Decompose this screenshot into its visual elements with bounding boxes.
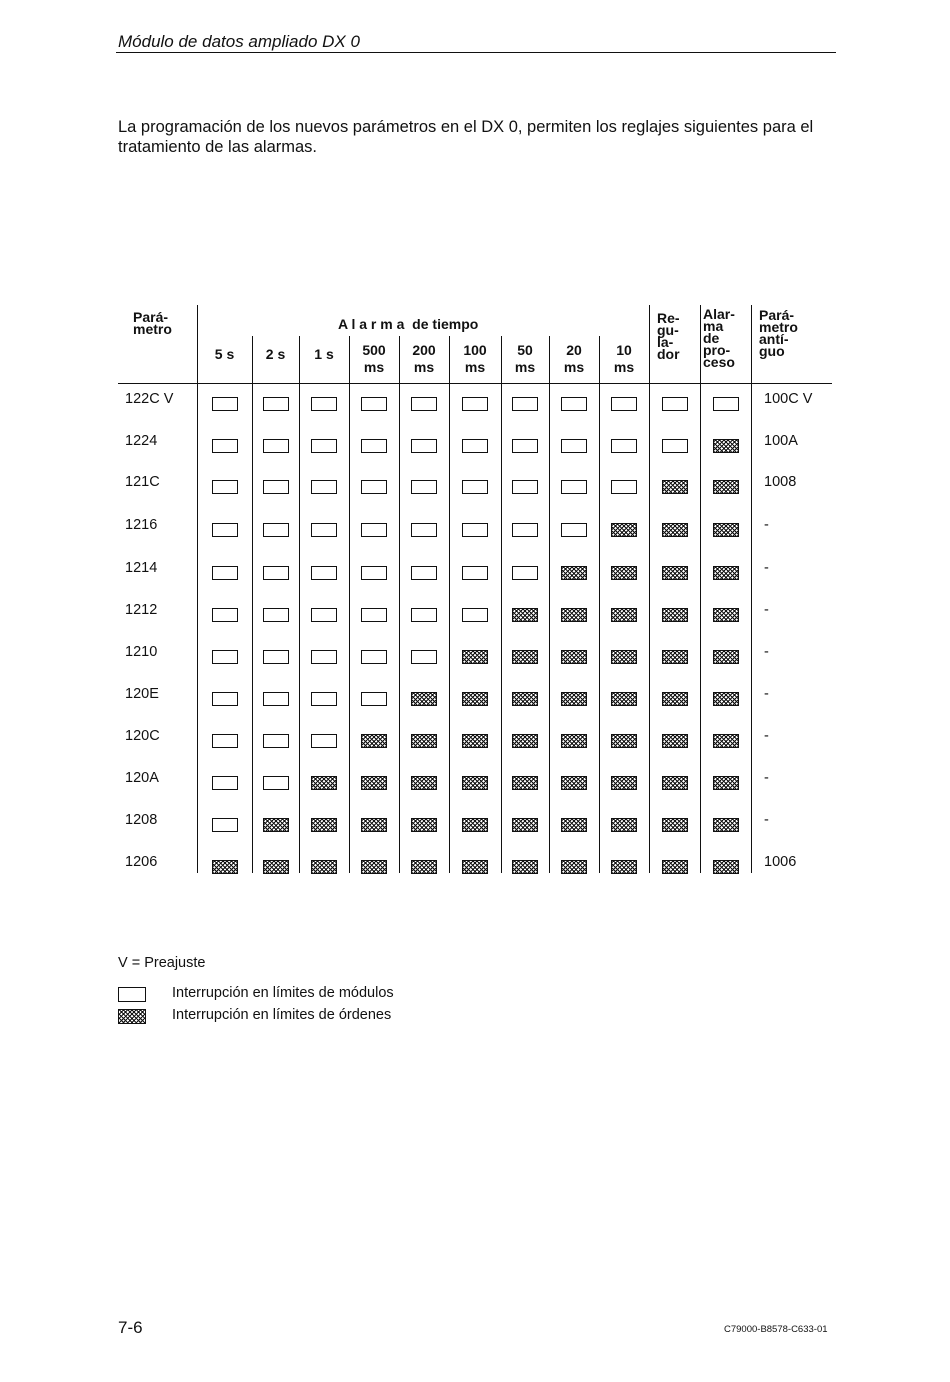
module-limit-symbol xyxy=(611,480,637,494)
order-limit-symbol xyxy=(462,650,488,664)
module-limit-symbol xyxy=(311,397,337,411)
old-param-cell: - xyxy=(764,644,769,660)
order-limit-symbol xyxy=(561,566,587,580)
table-column-rule xyxy=(449,336,450,873)
order-limit-symbol xyxy=(611,566,637,580)
order-limit-symbol xyxy=(662,566,688,580)
order-limit-symbol xyxy=(662,734,688,748)
order-limit-symbol xyxy=(361,860,387,874)
module-limit-symbol xyxy=(512,397,538,411)
order-limit-symbol xyxy=(462,818,488,832)
old-param-cell: - xyxy=(764,812,769,828)
module-limit-symbol xyxy=(462,439,488,453)
order-limit-symbol xyxy=(512,860,538,874)
param-cell: 122C V xyxy=(125,391,174,407)
order-limit-symbol xyxy=(662,608,688,622)
column-header: 2 s xyxy=(265,346,286,362)
legend-order-symbol xyxy=(118,1009,146,1024)
order-limit-symbol xyxy=(411,818,437,832)
table-header-rule xyxy=(118,383,832,384)
module-limit-symbol xyxy=(411,608,437,622)
module-limit-symbol xyxy=(512,566,538,580)
module-limit-symbol xyxy=(561,397,587,411)
order-limit-symbol xyxy=(662,480,688,494)
module-limit-symbol xyxy=(212,523,238,537)
header-rule xyxy=(116,52,836,53)
module-limit-symbol xyxy=(411,566,437,580)
module-limit-symbol xyxy=(212,734,238,748)
module-limit-symbol xyxy=(212,480,238,494)
document-code: C79000-B8578-C633-01 xyxy=(724,1324,828,1335)
order-limit-symbol xyxy=(713,734,739,748)
param-cell: 1224 xyxy=(125,433,158,449)
module-limit-symbol xyxy=(212,650,238,664)
order-limit-symbol xyxy=(561,608,587,622)
order-limit-symbol xyxy=(662,523,688,537)
param-cell: 1210 xyxy=(125,644,158,660)
order-limit-symbol xyxy=(713,776,739,790)
order-limit-symbol xyxy=(311,776,337,790)
order-limit-symbol xyxy=(611,692,637,706)
module-limit-symbol xyxy=(311,480,337,494)
intro-paragraph: La programación de los nuevos parámetros en el DX 0, permiten los reglajes siguientes para el tratamiento de las alarmas. xyxy=(118,118,814,156)
module-limit-symbol xyxy=(462,566,488,580)
page-header-title: Módulo de datos ampliado DX 0 xyxy=(118,32,360,51)
page-number: 7-6 xyxy=(118,1318,143,1337)
old-param-column-header: Pará- metro antí- guo xyxy=(759,307,798,359)
module-limit-symbol xyxy=(212,566,238,580)
module-limit-symbol xyxy=(462,523,488,537)
column-header: 1 s xyxy=(314,346,334,362)
order-limit-symbol xyxy=(462,860,488,874)
table-column-rule xyxy=(649,305,650,873)
module-limit-symbol xyxy=(263,692,289,706)
order-limit-symbol xyxy=(212,860,238,874)
order-limit-symbol xyxy=(662,860,688,874)
module-limit-symbol xyxy=(561,523,587,537)
order-limit-symbol xyxy=(263,818,289,832)
module-limit-symbol xyxy=(311,608,337,622)
order-limit-symbol xyxy=(713,860,739,874)
old-param-cell: 100C V xyxy=(764,391,813,407)
module-limit-symbol xyxy=(411,523,437,537)
module-limit-symbol xyxy=(361,692,387,706)
order-limit-symbol xyxy=(361,818,387,832)
old-param-cell: - xyxy=(764,770,769,786)
order-limit-symbol xyxy=(311,860,337,874)
module-limit-symbol xyxy=(462,480,488,494)
order-limit-symbol xyxy=(611,650,637,664)
module-limit-symbol xyxy=(512,480,538,494)
order-limit-symbol xyxy=(561,692,587,706)
legend-order-label: Interrupción en límites de órdenes xyxy=(172,1007,392,1023)
old-param-cell: - xyxy=(764,728,769,744)
module-limit-symbol xyxy=(662,439,688,453)
module-limit-symbol xyxy=(361,439,387,453)
module-limit-symbol xyxy=(263,608,289,622)
order-limit-symbol xyxy=(611,818,637,832)
order-limit-symbol xyxy=(611,860,637,874)
old-param-cell: - xyxy=(764,560,769,576)
module-limit-symbol xyxy=(311,523,337,537)
old-param-cell: 1006 xyxy=(764,854,797,870)
table-column-rule xyxy=(252,336,253,873)
order-limit-symbol xyxy=(713,692,739,706)
param-cell: 1214 xyxy=(125,560,158,576)
module-limit-symbol xyxy=(361,397,387,411)
param-column-header: Pará- metro xyxy=(133,309,172,337)
module-limit-symbol xyxy=(361,650,387,664)
module-limit-symbol xyxy=(411,650,437,664)
old-param-cell: - xyxy=(764,686,769,702)
order-limit-symbol xyxy=(411,776,437,790)
order-limit-symbol xyxy=(512,692,538,706)
order-limit-symbol xyxy=(411,860,437,874)
column-header: Re- gu- la- dor xyxy=(657,310,680,362)
module-limit-symbol xyxy=(311,650,337,664)
module-limit-symbol xyxy=(212,818,238,832)
module-limit-symbol xyxy=(212,439,238,453)
table-column-rule xyxy=(399,336,400,873)
module-limit-symbol xyxy=(361,608,387,622)
order-limit-symbol xyxy=(561,650,587,664)
table-column-rule xyxy=(299,336,300,873)
module-limit-symbol xyxy=(263,397,289,411)
order-limit-symbol xyxy=(662,650,688,664)
module-limit-symbol xyxy=(561,439,587,453)
order-limit-symbol xyxy=(611,734,637,748)
order-limit-symbol xyxy=(561,860,587,874)
order-limit-symbol xyxy=(462,776,488,790)
module-limit-symbol xyxy=(263,439,289,453)
order-limit-symbol xyxy=(611,523,637,537)
module-limit-symbol xyxy=(212,397,238,411)
module-limit-symbol xyxy=(411,439,437,453)
column-header: 20 ms xyxy=(563,342,585,375)
module-limit-symbol xyxy=(361,480,387,494)
order-limit-symbol xyxy=(512,818,538,832)
order-limit-symbol xyxy=(713,439,739,453)
order-limit-symbol xyxy=(512,776,538,790)
param-cell: 1212 xyxy=(125,602,158,618)
order-limit-symbol xyxy=(561,818,587,832)
module-limit-symbol xyxy=(311,734,337,748)
column-header: 5 s xyxy=(214,346,235,362)
order-limit-symbol xyxy=(263,860,289,874)
module-limit-symbol xyxy=(561,480,587,494)
module-limit-symbol xyxy=(611,397,637,411)
old-param-cell: 100A xyxy=(764,433,798,449)
module-limit-symbol xyxy=(263,650,289,664)
order-limit-symbol xyxy=(662,818,688,832)
order-limit-symbol xyxy=(311,818,337,832)
column-header: 500 ms xyxy=(362,342,386,375)
module-limit-symbol xyxy=(361,523,387,537)
module-limit-symbol xyxy=(311,439,337,453)
legend-v-note: V = Preajuste xyxy=(118,955,206,971)
order-limit-symbol xyxy=(462,692,488,706)
time-alarm-group-header: A l a r m a de tiempo xyxy=(338,316,479,332)
column-header: 200 ms xyxy=(412,342,436,375)
old-param-cell: - xyxy=(764,517,769,533)
module-limit-symbol xyxy=(611,439,637,453)
table-column-rule xyxy=(501,336,502,873)
module-limit-symbol xyxy=(411,480,437,494)
order-limit-symbol xyxy=(713,523,739,537)
order-limit-symbol xyxy=(713,608,739,622)
module-limit-symbol xyxy=(263,734,289,748)
module-limit-symbol xyxy=(512,523,538,537)
param-cell: 120C xyxy=(125,728,160,744)
legend-module-symbol xyxy=(118,987,146,1002)
order-limit-symbol xyxy=(713,650,739,664)
module-limit-symbol xyxy=(462,608,488,622)
order-limit-symbol xyxy=(411,692,437,706)
module-limit-symbol xyxy=(263,566,289,580)
order-limit-symbol xyxy=(361,734,387,748)
order-limit-symbol xyxy=(512,734,538,748)
old-param-cell: 1008 xyxy=(764,474,797,490)
column-header: 100 ms xyxy=(463,342,487,375)
module-limit-symbol xyxy=(713,397,739,411)
module-limit-symbol xyxy=(212,692,238,706)
module-limit-symbol xyxy=(212,608,238,622)
table-column-rule xyxy=(751,305,752,873)
table-left-rule xyxy=(197,305,198,873)
order-limit-symbol xyxy=(512,608,538,622)
module-limit-symbol xyxy=(263,776,289,790)
order-limit-symbol xyxy=(662,776,688,790)
order-limit-symbol xyxy=(512,650,538,664)
old-param-cell: - xyxy=(764,602,769,618)
param-cell: 120A xyxy=(125,770,159,786)
param-cell: 1208 xyxy=(125,812,158,828)
module-limit-symbol xyxy=(512,439,538,453)
order-limit-symbol xyxy=(611,608,637,622)
module-limit-symbol xyxy=(311,692,337,706)
param-cell: 120E xyxy=(125,686,159,702)
column-header: 50 ms xyxy=(514,342,536,375)
order-limit-symbol xyxy=(713,818,739,832)
param-cell: 1216 xyxy=(125,517,158,533)
param-cell: 121C xyxy=(125,474,160,490)
order-limit-symbol xyxy=(662,692,688,706)
order-limit-symbol xyxy=(411,734,437,748)
order-limit-symbol xyxy=(713,566,739,580)
param-cell: 1206 xyxy=(125,854,158,870)
table-column-rule xyxy=(349,336,350,873)
table-column-rule xyxy=(700,305,701,873)
order-limit-symbol xyxy=(561,776,587,790)
order-limit-symbol xyxy=(713,480,739,494)
table-column-rule xyxy=(549,336,550,873)
module-limit-symbol xyxy=(462,397,488,411)
module-limit-symbol xyxy=(662,397,688,411)
module-limit-symbol xyxy=(311,566,337,580)
module-limit-symbol xyxy=(411,397,437,411)
order-limit-symbol xyxy=(611,776,637,790)
column-header: Alar- ma de pro- ceso xyxy=(703,306,735,370)
module-limit-symbol xyxy=(212,776,238,790)
module-limit-symbol xyxy=(263,523,289,537)
order-limit-symbol xyxy=(462,734,488,748)
column-header: 10 ms xyxy=(613,342,635,375)
legend-module-label: Interrupción en límites de módulos xyxy=(172,985,394,1001)
table-column-rule xyxy=(599,336,600,873)
module-limit-symbol xyxy=(263,480,289,494)
order-limit-symbol xyxy=(561,734,587,748)
module-limit-symbol xyxy=(361,566,387,580)
order-limit-symbol xyxy=(361,776,387,790)
